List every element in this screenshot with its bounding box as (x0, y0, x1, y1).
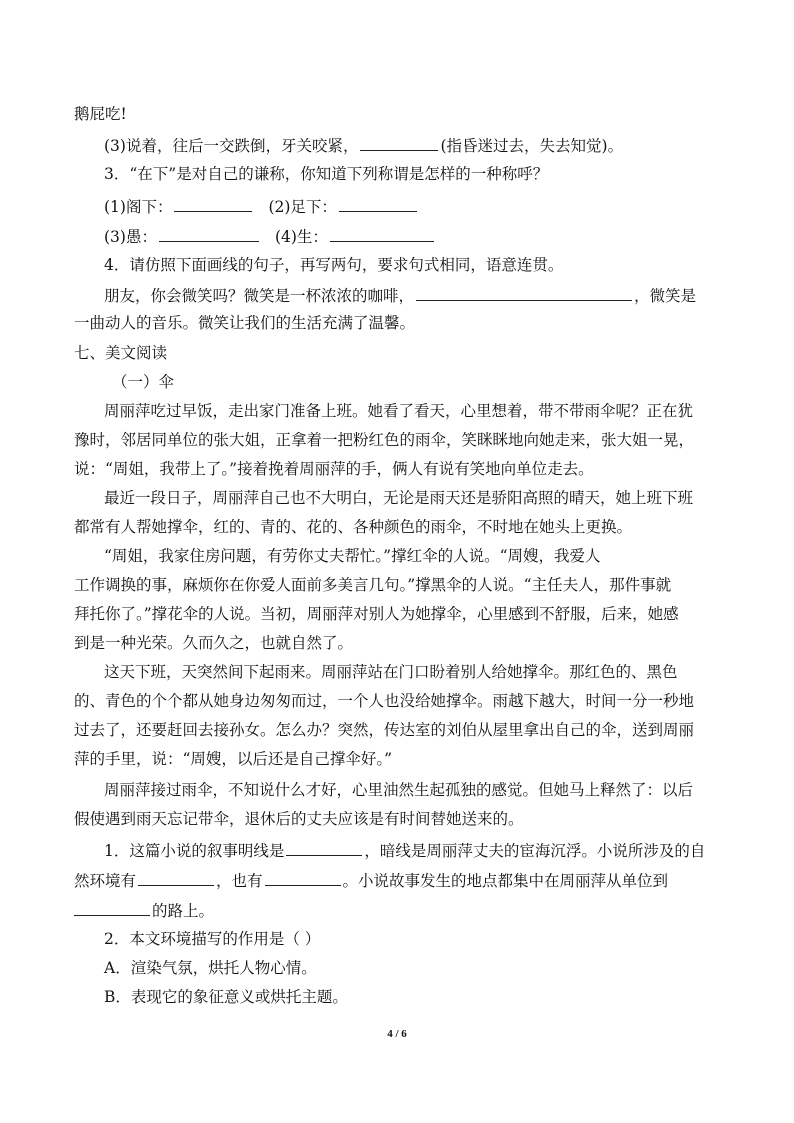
text: (3)说着，往后一交跌倒，牙关咬紧， (104, 137, 359, 155)
question-4 (104, 255, 563, 275)
text: 工作调换的事，麻烦你在你爱人面前多美言几句。”撑黑伞的人说。“主任夫人，那件事就 (74, 576, 672, 594)
passage-line (74, 459, 594, 479)
text: (2)足下： (268, 198, 337, 216)
text: （一）伞 (112, 373, 175, 391)
text: A．渲染气氛，烘托人物心情。 (104, 959, 317, 977)
text: 说：“周姐，我带上了。”接着挽着周丽萍的手，俩人有说有笑地向单位走去。 (74, 460, 594, 478)
passage-line (104, 488, 693, 508)
text: ，微笑是 (634, 287, 697, 305)
text: (3)愚： (104, 228, 157, 246)
text: B．表现它的象征意义或烘托主题。 (104, 988, 348, 1006)
text: “周姐，我家住房问题，有劳你丈夫帮忙。”撑红伞的人说。“周嫂，我爱人 (104, 547, 601, 565)
text: ，暗线是周丽萍丈夫的宦海沉浮。小说所涉及的自 (364, 842, 706, 860)
text: 鹅屁吃! (74, 105, 127, 123)
text-line (74, 104, 127, 124)
passage-line (74, 575, 671, 595)
question-line (104, 839, 705, 861)
text: 假使遇到雨天忘记带伞，退休后的丈夫应该是有时间替她送来的。 (74, 810, 524, 828)
text: (1)阁下： (104, 198, 173, 216)
answer-blank[interactable] (360, 134, 438, 151)
text: (指昏迷过去，失去知觉)。 (440, 137, 624, 155)
text: 萍的手里，说：“周嫂，以后还是自己撑伞好。” (74, 750, 393, 768)
passage-line (74, 809, 524, 829)
text: 4．请仿照下面画线的句子，再写两句，要求句式相同，语意连贯。 (104, 256, 564, 274)
page-number: 4 / 6 (387, 1028, 407, 1040)
text-line (74, 313, 415, 333)
passage-line (74, 691, 694, 711)
text: ，也有 (216, 872, 263, 890)
passage-line (74, 430, 694, 450)
option-a[interactable] (104, 958, 317, 978)
text: 七、美文阅读 (74, 344, 168, 362)
question-line (74, 899, 214, 921)
section-heading (74, 343, 167, 363)
text: (4)生： (274, 228, 328, 246)
text: 的路上。 (152, 902, 215, 920)
question-3 (104, 164, 548, 184)
text: 拜托你了。”撑花伞的人说。当初，周丽萍对别人为她撑伞，心里感到不舒服，后来，她感 (74, 605, 679, 623)
passage-line (74, 517, 632, 537)
question-line (104, 284, 696, 306)
answer-blank[interactable] (265, 869, 341, 886)
answer-blank[interactable] (330, 225, 434, 242)
text: 朋友，你会微笑吗？微笑是一杯浓浓的咖啡， (104, 287, 415, 305)
passage-line (104, 780, 693, 800)
text: 2．本文环境描写的作用是（ ） (104, 930, 321, 948)
answer-blank[interactable] (416, 284, 632, 301)
answer-blank[interactable] (174, 195, 252, 212)
answer-blank[interactable] (138, 869, 214, 886)
question-line (74, 869, 668, 891)
passage-line (104, 401, 693, 421)
passage-line (74, 633, 353, 653)
answer-blank[interactable] (286, 839, 362, 856)
text: 1．这篇小说的叙事明线是 (104, 842, 285, 860)
text: 这天下班，天突然间下起雨来。周丽萍站在门口盼着别人给她撑伞。那红色的、黑色 (104, 663, 678, 681)
passage-line (104, 662, 678, 682)
text: 豫时，邻居同单位的张大姐，正拿着一把粉红色的雨伞，笑眯眯地向她走来，张大姐一晃， (74, 431, 695, 449)
text: 最近一段日子，周丽萍自己也不大明白，无论是雨天还是骄阳高照的晴天，她上班下班 (104, 489, 694, 507)
option-b[interactable] (104, 987, 348, 1007)
question-line (104, 134, 623, 156)
question-line (104, 195, 419, 217)
text: 周丽萍接过雨伞，不知说什么才好，心里油然生起孤独的感觉。但她马上释然了：以后 (104, 781, 694, 799)
text: 然环境有 (74, 872, 137, 890)
answer-blank[interactable] (339, 195, 417, 212)
text: 到是一种光荣。久而久之，也就自然了。 (74, 634, 354, 652)
text: 过去了，还要赶回去接孙女。怎么办？突然，传达室的刘伯从屋里拿出自己的伞，送到周丽 (74, 721, 695, 739)
passage-line (104, 546, 601, 566)
text: 的、青色的个个都从她身边匆匆而过，一个人也没给她撑伞。雨越下越大，时间一分一秒地 (74, 692, 695, 710)
answer-blank[interactable] (159, 225, 259, 242)
answer-blank[interactable] (74, 899, 150, 916)
question-line (104, 225, 436, 247)
text: 都常有人帮她撑伞，红的、青的、花的、各种颜色的雨伞，不时地在她头上更换。 (74, 518, 633, 536)
text: 周丽萍吃过早饭，走出家门准备上班。她看了看天，心里想着，带不带雨伞呢？正在犹 (104, 402, 694, 420)
passage-line (74, 604, 679, 624)
text: 。小说故事发生的地点都集中在周丽萍从单位到 (342, 872, 669, 890)
passage-line (74, 749, 392, 769)
question-2 (104, 929, 320, 949)
passage-title (112, 372, 174, 392)
passage-line (74, 720, 694, 740)
text: 3．“在下”是对自己的谦称，你知道下列称谓是怎样的一种称呼？ (104, 165, 549, 183)
text: 一曲动人的音乐。微笑让我们的生活充满了温馨。 (74, 314, 416, 332)
